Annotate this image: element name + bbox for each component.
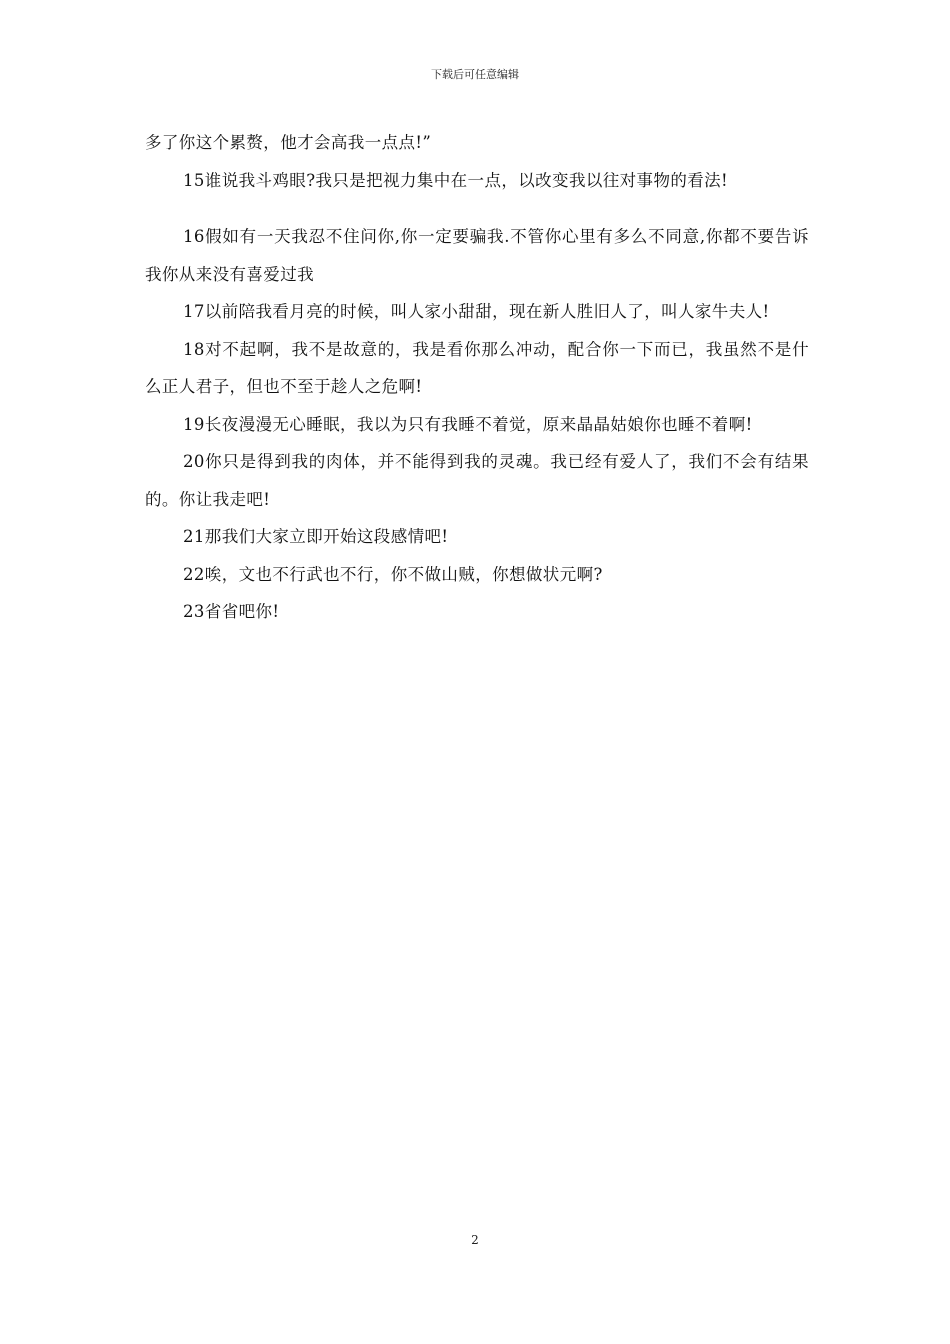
paragraph-19: 19长夜漫漫无心睡眠，我以为只有我睡不着觉，原来晶晶姑娘你也睡不着啊! [183,414,753,434]
paragraph-continuation: 多了你这个累赘，他才会高我一点点!” [145,133,432,152]
paragraph-16: 16假如有一天我忍不住问你,你一定要骗我.不管你心里有多么不同意,你都不要告诉我你从来没有喜爱过我 [145,227,809,284]
paragraph-23: 23省省吧你! [183,602,280,621]
page-header: 下载后可任意编辑 [431,68,519,81]
document-body [145,124,809,631]
paragraph-21: 21那我们大家立即开始这段感情吧! [183,527,449,546]
paragraph-20: 20你只是得到我的肉体，并不能得到我的灵魂。我已经有爱人了，我们不会有结果的。你让我走吧! [145,452,809,509]
paragraph-17: 17以前陪我看月亮的时候，叫人家小甜甜，现在新人胜旧人了，叫人家牛夫人! [183,302,770,321]
paragraph-18: 18对不起啊，我不是故意的，我是看你那么冲动，配合你一下而已，我虽然不是什么正人君子，但也不至于趁人之危啊! [145,339,809,396]
paragraph-22: 22唉，文也不行武也不行，你不做山贼，你想做状元啊? [183,564,603,584]
page-number: 2 [471,1233,479,1247]
paragraph-15: 15谁说我斗鸡眼?我只是把视力集中在一点，以改变我以往对事物的看法! [183,170,729,190]
